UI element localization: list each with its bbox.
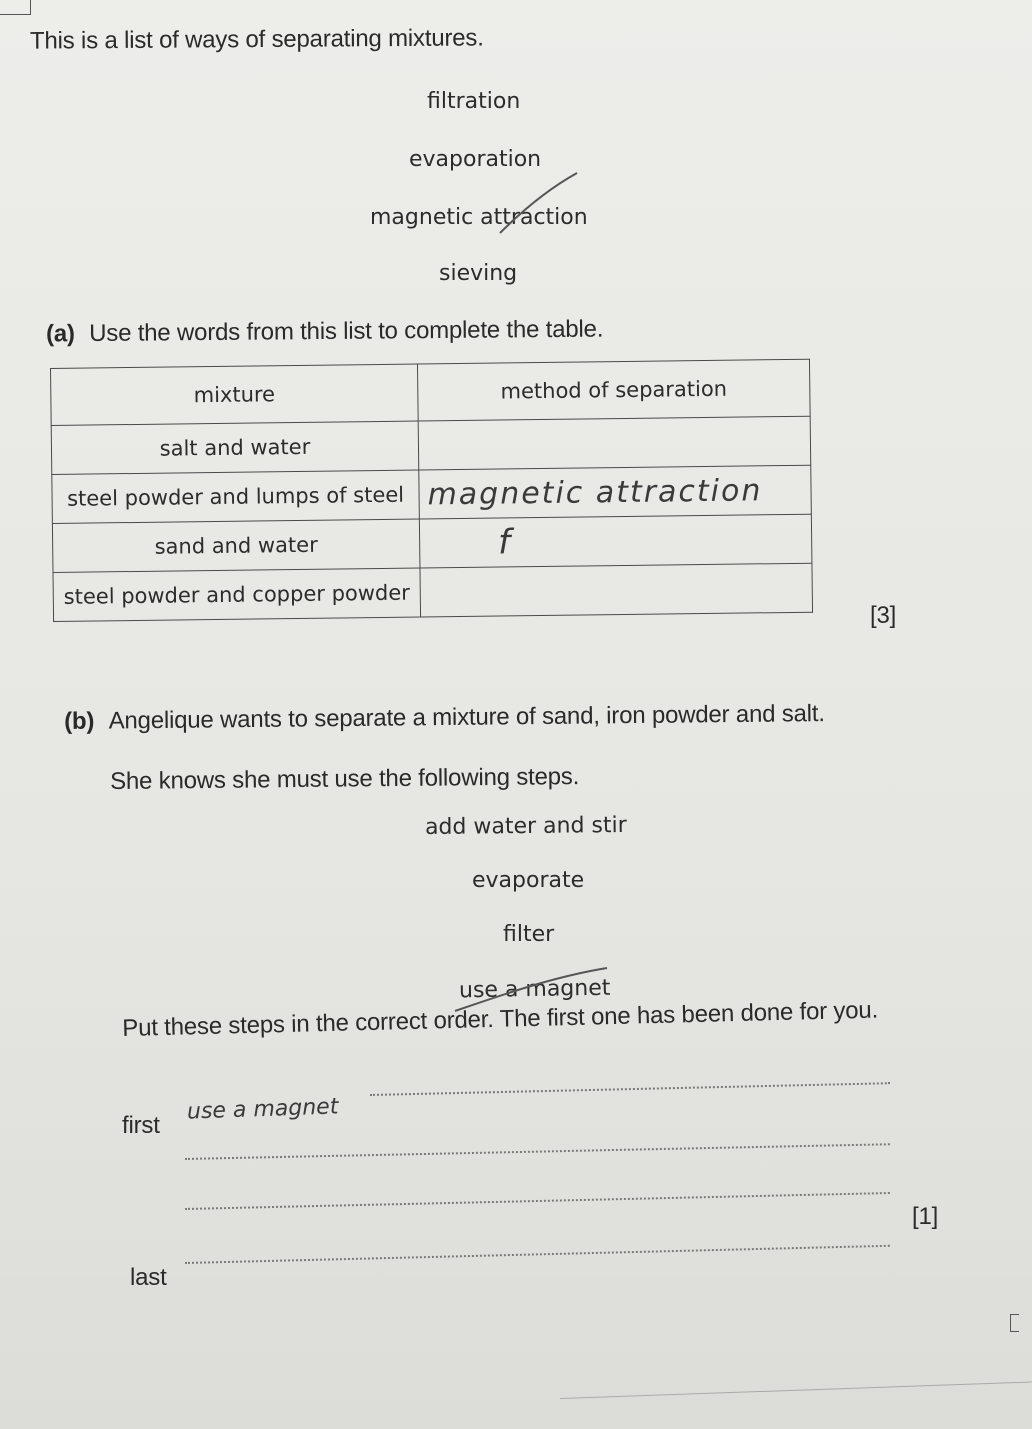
answer-line-2	[185, 1143, 890, 1160]
order-instruction: Put these steps in the correct order. The first one has been done for you.	[122, 996, 879, 1042]
answer-line-1	[370, 1082, 890, 1096]
mixture-cell: steel powder and copper powder	[53, 568, 421, 621]
method-sieving: sieving	[439, 261, 518, 286]
part-b-text: Angelique wants to separate a mixture of sand, iron powder and salt.	[108, 700, 825, 735]
mixture-cell: salt and water	[51, 421, 419, 474]
mixture-cell: sand and water	[52, 519, 420, 572]
header-method: method of separation	[417, 359, 810, 421]
last-label: last	[130, 1264, 167, 1291]
answer-line-4	[185, 1245, 890, 1264]
table-header-row	[51, 359, 811, 425]
method-cell[interactable]	[419, 465, 812, 519]
intro-text: This is a list of ways of separating mixtures.	[29, 24, 484, 55]
first-answer[interactable]: use a magnet	[186, 1094, 339, 1125]
handwritten-answer: f	[497, 522, 511, 563]
separation-table	[50, 359, 813, 622]
part-a-instruction: Use the words from this list to complete the table.	[89, 315, 604, 348]
part-a-marks: [3]	[870, 602, 897, 629]
handwritten-answer: magnetic attraction	[427, 472, 763, 512]
part-b-knows: She knows she must use the following steps.	[110, 763, 580, 795]
step-evaporate: evaporate	[472, 868, 585, 893]
paper-edge	[560, 1382, 1032, 1399]
step-add-water: add water and stir	[424, 812, 627, 841]
method-cell[interactable]	[420, 563, 813, 617]
page-edge-mark	[1010, 1314, 1019, 1332]
method-cell[interactable]	[419, 514, 812, 568]
part-b-question	[64, 700, 825, 736]
method-cell[interactable]	[418, 416, 811, 470]
part-a-question	[46, 316, 603, 349]
table-row	[53, 563, 813, 621]
header-mixture: mixture	[51, 364, 419, 425]
pencil-stroke	[495, 168, 585, 238]
corner-mark	[0, 0, 31, 15]
method-filtration: filtration	[427, 89, 521, 114]
first-label: first	[122, 1112, 160, 1139]
method-magnetic-attraction: magnetic attraction	[370, 205, 588, 230]
part-a-label: (a)	[45, 320, 75, 348]
step-use-magnet: use a magnet	[458, 975, 611, 1004]
part-b-label: (b)	[64, 707, 95, 735]
mixture-cell: steel powder and lumps of steel	[52, 470, 420, 523]
answer-line-3	[185, 1192, 890, 1210]
method-evaporation: evaporation	[409, 147, 542, 172]
step-filter: filter	[503, 922, 555, 947]
part-b-marks: [1]	[912, 1203, 939, 1230]
